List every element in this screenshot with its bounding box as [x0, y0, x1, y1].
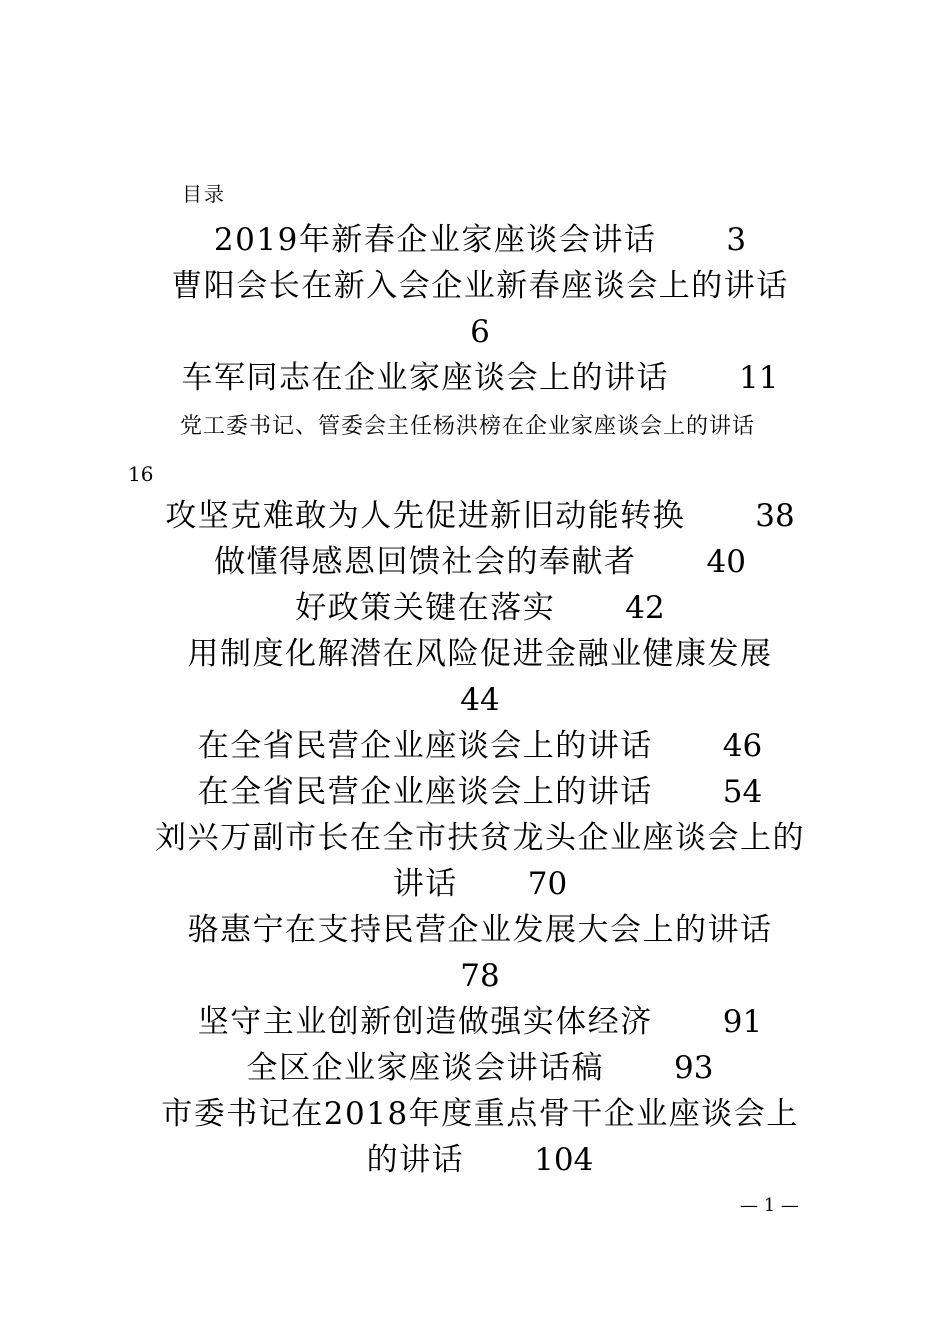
- toc-entry-page: 104: [534, 1142, 594, 1178]
- toc-entry-continuation: [120, 1140, 840, 1180]
- toc-entry-page: 11: [739, 360, 779, 396]
- toc-entry: [120, 1048, 840, 1088]
- toc-entry-page: 54: [722, 774, 763, 810]
- toc-entry-page: 38: [755, 498, 795, 534]
- toc-entry-title: 攻坚克难敢为人先促进新旧动能转换: [165, 498, 686, 534]
- toc-entry-page: 78: [460, 958, 500, 994]
- toc-entry: [120, 358, 840, 398]
- toc-entry-title: 市委书记在2018年度重点骨干企业座谈会上: [161, 1096, 799, 1132]
- toc-entry-title: 刘兴万副市长在全市扶贫龙头企业座谈会上的: [155, 820, 805, 856]
- toc-entry-title: 车军同志在企业家座谈会上的讲话: [181, 360, 670, 396]
- toc-entry-page-line: [120, 680, 840, 720]
- toc-entry-page: 44: [460, 682, 500, 718]
- toc-entry-title: 2019年新春企业家座谈会讲话: [213, 222, 657, 258]
- toc-entry-page: 70: [527, 866, 568, 902]
- toc-entry: [120, 910, 840, 950]
- toc-entry: [120, 818, 840, 858]
- toc-entry-title: 骆惠宁在支持民营企业发展大会上的讲话: [187, 912, 773, 948]
- toc-heading: 目录: [182, 182, 226, 206]
- toc-entry: [120, 1002, 840, 1042]
- toc-entry-page: 40: [706, 544, 746, 580]
- toc-entry-title: 党工委书记、管委会主任杨洪榜在企业家座谈会上的讲话: [180, 414, 756, 439]
- toc-entry: [120, 588, 840, 628]
- toc-entry-continuation: [120, 864, 840, 904]
- toc-entry-page: 42: [625, 590, 665, 626]
- toc-entry-page: 16: [128, 462, 154, 486]
- toc-entry-page: 93: [674, 1050, 714, 1086]
- toc-entry: [120, 266, 840, 306]
- toc-entry-page: 46: [722, 728, 763, 764]
- toc-entry-page-line: [120, 312, 840, 352]
- toc-entry-title: 做懂得感恩回馈社会的奉献者: [214, 544, 637, 580]
- toc-entry-page-line: [120, 956, 840, 996]
- page-number: — 1 —: [740, 1195, 799, 1216]
- toc-entry: [120, 496, 840, 536]
- toc-entry-title: 全区企业家座谈会讲话稿: [246, 1050, 605, 1086]
- toc-entry: [120, 542, 840, 582]
- toc-entry: [180, 412, 755, 442]
- toc-entry-title: 的讲话: [366, 1142, 465, 1178]
- toc-entry-page: 6: [470, 314, 490, 350]
- toc-entry-title: 好政策关键在落实: [295, 590, 556, 626]
- toc-entry: [120, 726, 840, 766]
- toc-entry: [120, 772, 840, 812]
- toc-entry-title: 用制度化解潜在风险促进金融业健康发展: [187, 636, 773, 672]
- toc-entry: [120, 634, 840, 674]
- toc-entry-title: 在全省民营企业座谈会上的讲话: [197, 774, 653, 810]
- toc-entry-page: 91: [722, 1004, 763, 1040]
- toc-entry-title: 在全省民营企业座谈会上的讲话: [197, 728, 653, 764]
- toc-entry: [120, 220, 840, 260]
- toc-entry: [120, 1094, 840, 1134]
- toc-entry-title: 曹阳会长在新入会企业新春座谈会上的讲话: [171, 268, 789, 304]
- toc-entry-page: 3: [726, 222, 747, 258]
- toc-entry-title: 讲话: [392, 866, 458, 902]
- toc-entry-title: 坚守主业创新创造做强实体经济: [197, 1004, 653, 1040]
